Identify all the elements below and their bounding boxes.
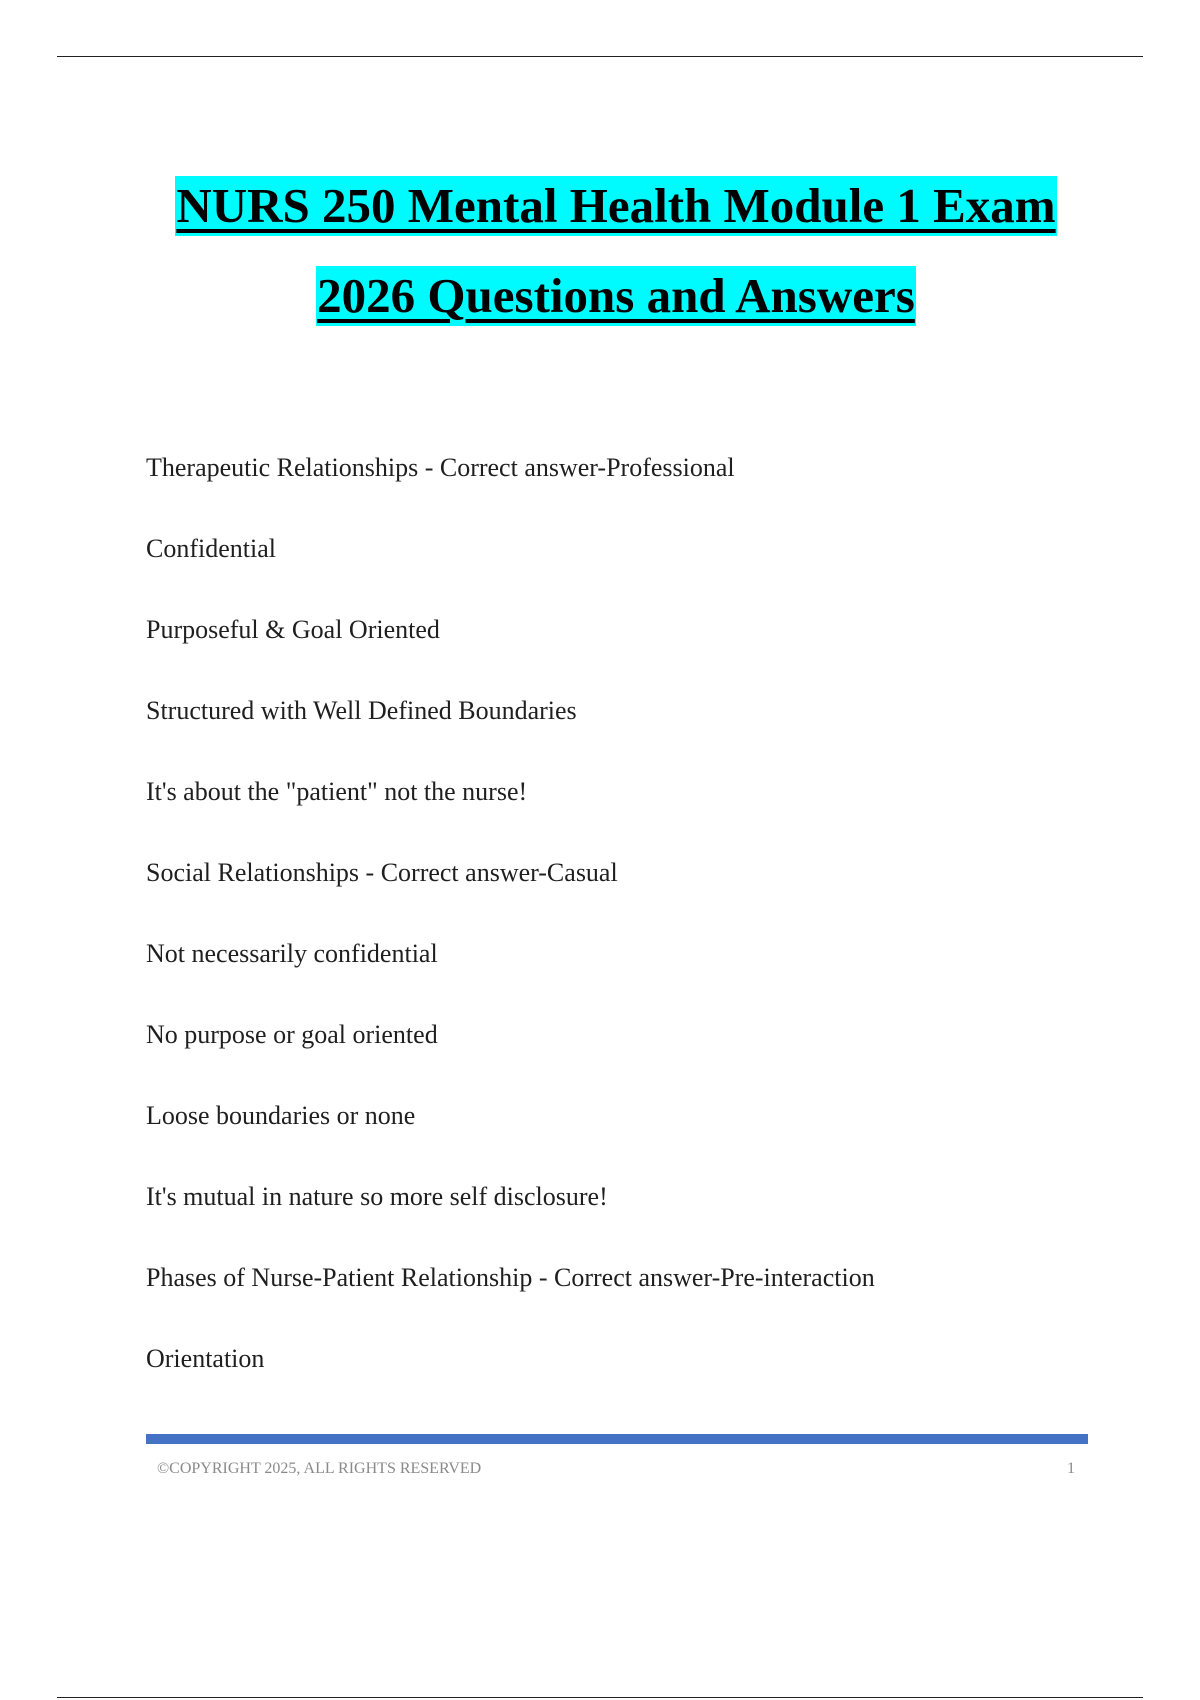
- qa-line: Structured with Well Defined Boundaries: [146, 696, 577, 725]
- title-line-1: NURS 250 Mental Health Module 1 Exam: [175, 176, 1056, 236]
- qa-line: It's mutual in nature so more self disclosure!: [146, 1182, 608, 1211]
- qa-line: Orientation: [146, 1344, 265, 1373]
- bottom-rule: [57, 1697, 1143, 1698]
- page-number: 1: [1067, 1460, 1075, 1477]
- title-line-2: 2026 Questions and Answers: [316, 266, 916, 326]
- qa-line: No purpose or goal oriented: [146, 1020, 438, 1049]
- qa-line: Purposeful & Goal Oriented: [146, 615, 440, 644]
- top-rule: [57, 56, 1143, 57]
- qa-line: Loose boundaries or none: [146, 1101, 416, 1130]
- footer-bar: [146, 1434, 1088, 1444]
- qa-line: Therapeutic Relationships - Correct answer-Professional: [146, 453, 735, 482]
- qa-line: Confidential: [146, 534, 276, 563]
- document-title: [145, 176, 1087, 326]
- qa-line: Phases of Nurse-Patient Relationship - Correct answer-Pre-interaction: [146, 1263, 875, 1292]
- qa-line: It's about the "patient" not the nurse!: [146, 777, 528, 806]
- qa-line: Not necessarily confidential: [146, 939, 438, 968]
- qa-list: [146, 452, 1086, 1424]
- qa-line: Social Relationships - Correct answer-Casual: [146, 858, 618, 887]
- footer-copyright: ©COPYRIGHT 2025, ALL RIGHTS RESERVED: [157, 1460, 482, 1477]
